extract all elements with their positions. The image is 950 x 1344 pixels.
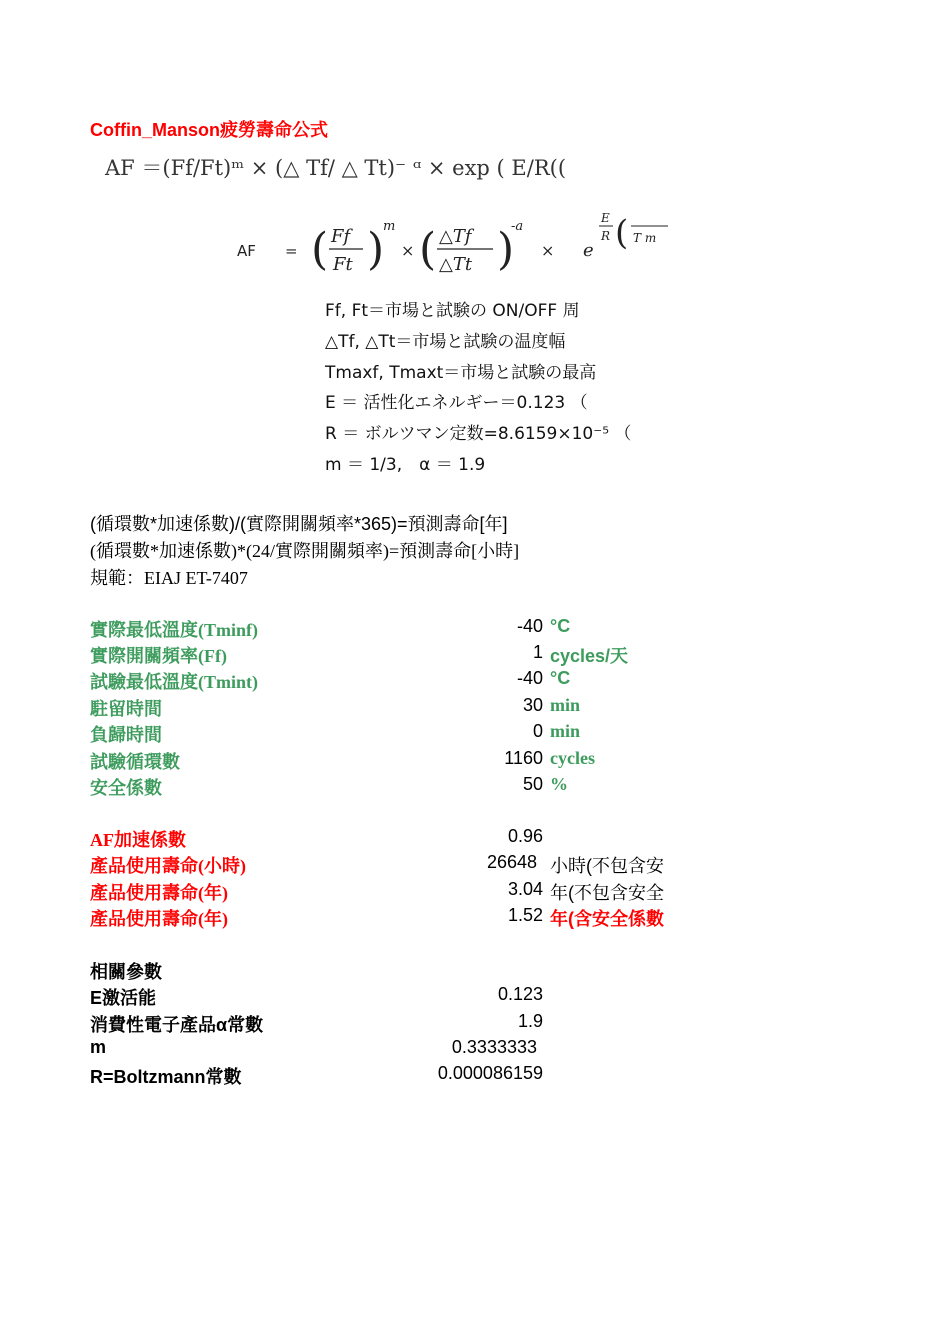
input-unit: min	[550, 695, 581, 715]
svg-text:(: (	[615, 213, 629, 253]
svg-text:): )	[367, 224, 385, 275]
result-row-hours	[90, 852, 670, 876]
result-row-af	[90, 826, 670, 850]
input-row-dwell	[90, 695, 670, 719]
input-row-return	[90, 721, 670, 745]
input-row-tminf	[90, 616, 670, 640]
result-value: 3.04	[507, 879, 543, 899]
result-row-years	[90, 879, 670, 903]
formula-dtt: △Tt	[439, 254, 473, 275]
input-value[interactable]: -40	[516, 668, 543, 688]
formula-note-6: m ＝ 1/3, α ＝ 1.9	[325, 455, 486, 475]
input-label: 駐留時間	[90, 699, 162, 719]
result-row-years-safety	[90, 905, 670, 929]
formula-tm: T m	[633, 231, 657, 245]
formula-R: R	[601, 229, 611, 243]
param-row-e	[90, 984, 670, 1008]
input-label: 實際最低溫度(Tminf)	[90, 620, 258, 640]
result-label: 產品使用壽命(小時)	[90, 856, 246, 876]
input-value[interactable]: 30	[522, 695, 543, 715]
formula-e: e	[583, 240, 594, 261]
input-value[interactable]: 1	[532, 642, 543, 662]
formula-ff: Ff	[331, 226, 351, 247]
formula-note-5: R ＝ ボルツマン定数=8.6159×10⁻⁵ （	[325, 424, 632, 444]
input-label: 安全係數	[90, 778, 162, 798]
params-heading: 相關參數	[90, 962, 162, 982]
input-label: 實際開關頻率(Ff)	[90, 646, 227, 666]
formula-line: AF ＝(Ff/Ft)ᵐ × (△ Tf/ △ Tt)⁻ ᵅ × exp ( E/R((	[105, 156, 567, 180]
formula-times: ×	[401, 241, 415, 260]
input-row-tmint	[90, 668, 670, 692]
formula-lhs: AF	[237, 242, 256, 260]
result-unit: 年(不包含安全	[550, 883, 664, 903]
param-value: 1.9	[517, 1011, 543, 1031]
param-label: E激活能	[90, 988, 157, 1008]
formula-image	[95, 148, 668, 488]
formula-note-3: Tmaxf, Tmaxt＝市場と試験の最高	[325, 363, 597, 383]
input-unit: %	[550, 774, 568, 794]
input-value[interactable]: 0	[532, 721, 543, 741]
input-label: 試驗最低溫度(Tmint)	[90, 672, 258, 692]
param-label: m	[90, 1037, 107, 1057]
formula-E: E	[601, 211, 610, 225]
standard-reference: 規範：EIAJ ET-7407	[90, 568, 248, 588]
input-unit: cycles/天	[550, 646, 629, 666]
param-value: 0.3333333	[451, 1037, 537, 1057]
result-label: 產品使用壽命(年)	[90, 909, 228, 929]
input-value[interactable]: -40	[516, 616, 543, 636]
formula-m: m	[383, 219, 396, 234]
input-row-cycles	[90, 748, 670, 772]
result-label: AF加速係數	[90, 830, 186, 850]
param-label: 消費性電子產品α常數	[90, 1015, 264, 1035]
input-value[interactable]: 50	[522, 774, 543, 794]
svg-text:(: (	[419, 224, 437, 275]
result-value: 0.96	[507, 826, 543, 846]
input-unit: cycles	[550, 748, 595, 768]
result-unit: 小時(不包含安	[550, 856, 664, 876]
input-row-ff	[90, 642, 670, 666]
formula-times-2: ×	[541, 241, 555, 260]
param-label: R=Boltzmann常數	[90, 1067, 242, 1087]
param-row-r	[90, 1063, 670, 1087]
result-value: 1.52	[507, 905, 543, 925]
input-value[interactable]: 1160	[504, 748, 543, 768]
svg-text:(: (	[311, 224, 329, 275]
formula-text-hours: (循環數*加速係數)*(24/實際開關頻率)=預測壽命[小時]	[90, 541, 520, 561]
formula-fraction-equation	[235, 208, 668, 288]
formula-neg-a: -a	[511, 219, 524, 234]
formula-note-4: E ＝ 活性化エネルギー＝0.123 （	[325, 393, 588, 413]
input-unit: min	[550, 721, 581, 741]
input-unit: °C	[550, 668, 571, 688]
input-label: 負歸時間	[90, 725, 162, 745]
result-value: 26648	[486, 852, 537, 872]
param-row-alpha	[90, 1011, 670, 1035]
input-unit: °C	[550, 616, 571, 636]
formula-text-years: (循環數*加速係數)/(實際開關頻率*365)=預測壽命[年]	[90, 514, 508, 534]
svg-text:): )	[497, 224, 515, 275]
result-label: 產品使用壽命(年)	[90, 883, 228, 903]
param-value: 0.000086159	[437, 1063, 543, 1083]
formula-eq: =	[285, 242, 298, 260]
formula-note-2: △Tf, △Tt＝市場と試験の温度幅	[325, 332, 566, 352]
result-unit: 年(含安全係數	[550, 909, 664, 929]
formula-note-1: Ff, Ft＝市場と試験の ON/OFF 周	[325, 301, 580, 321]
formula-ft: Ft	[333, 254, 353, 275]
param-value: 0.123	[497, 984, 543, 1004]
input-label: 試驗循環數	[90, 752, 180, 772]
input-row-safety	[90, 774, 670, 798]
sheet-title: Coffin_Manson疲勞壽命公式	[90, 120, 328, 140]
param-row-m	[90, 1037, 670, 1061]
formula-dtf: △Tf	[439, 226, 472, 247]
